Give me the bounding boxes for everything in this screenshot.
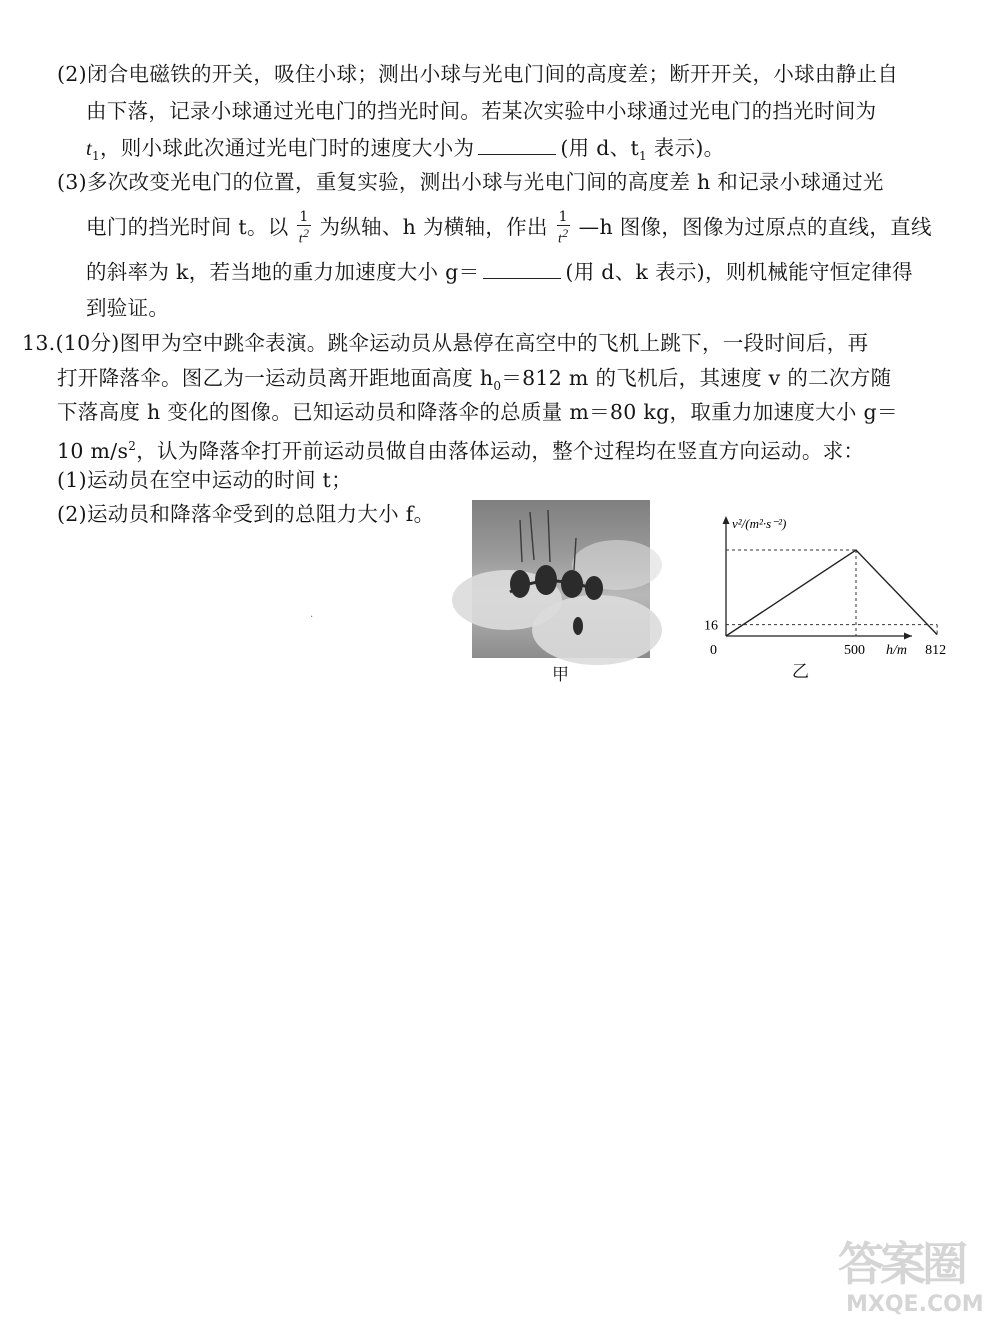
y-tick-label: 16 [704,618,718,634]
den-sq: 2 [562,226,569,240]
sub-1: 1 [92,149,100,164]
origin-label: 0 [710,643,717,658]
fraction-1-over-t2 [297,210,310,247]
frac-den [557,226,570,247]
text-seg: ＝812 m 的飞机后，其速度 v 的二次方随 [501,366,892,390]
text-seg: ，认为降落伞打开前运动员做自由落体运动，整个过程均在竖直方向运动。求： [136,438,865,463]
q12-part3-line4: 到验证。 [86,296,170,320]
y-axis-label: v²/(m²·s⁻²) [732,516,787,531]
text-seg: 的斜率为 k，若当地的重力加速度大小 g＝ [86,260,480,284]
den-t: t [298,231,303,247]
q13-line4 [57,432,864,465]
q12-part3-line2 [86,210,932,247]
series-line [726,550,937,636]
answer-blank-1[interactable] [478,136,556,155]
sub-0: 0 [493,379,502,394]
fraction-1-over-t2-b [557,210,570,247]
watermark-text: 答案圈 [838,1237,964,1291]
sub-1b: 1 [639,149,647,164]
text-seg: 电门的挡光时间 t。以 [86,214,289,239]
watermark-logo [838,1228,988,1328]
text-seg: 为纵轴、h 为横轴，作出 [319,214,548,239]
x-tick-label: 812 [925,643,947,658]
den-t: t [557,231,563,247]
q12-part2-line3 [86,134,724,170]
x-axis-label: h/m [886,643,907,658]
sup-2: 2 [128,439,137,453]
frac-den [297,226,310,247]
text-seg: 打开降落伞。图乙为一运动员离开距地面高度 h [57,366,494,390]
text-seg: (用 d、t [560,136,640,160]
q13-line3: 下落高度 h 变化的图像。已知运动员和降落伞的总质量 m＝80 kg，取重力加速度大小 g＝ [57,400,898,424]
skydiving-photo [472,500,650,658]
q12-part3-line3 [86,258,913,286]
frac-num: 1 [299,209,309,225]
x-tick-label: 500 [844,643,865,658]
text-seg: —h 图像，图像为过原点的直线，直线 [578,214,932,239]
x-axis-arrow [904,633,912,640]
q13-sub1: (1)运动员在空中运动的时间 t； [57,468,352,492]
text-seg: 表示)。 [646,136,725,160]
watermark-url: MXQE.COM [846,1292,984,1317]
q13-sub2: (2)运动员和降落伞受到的总阻力大小 f。 [57,502,435,526]
q12-part2-line1: (2)闭合电磁铁的开关，吸住小球；测出小球与光电门间的高度差；断开开关，小球由静止自 [57,62,899,86]
q13-line2 [57,364,891,400]
text-seg: ，则小球此次通过光电门时的速度大小为 [99,136,475,160]
v2-h-graph [690,510,947,660]
q13-line1: 13.(10分)图甲为空中跳伞表演。跳伞运动员从悬停在高空中的飞机上跳下，一段时间后，再 [22,331,869,355]
photo-caption: 甲 [552,665,569,685]
text-seg: (用 d、k 表示)，则机械能守恒定律得 [565,260,913,284]
stray-mark: · [310,612,314,623]
answer-blank-2[interactable] [483,260,561,279]
q12-part3-line1: (3)多次改变光电门的位置，重复实验，测出小球与光电门间的高度差 h 和记录小球通过光 [57,170,884,194]
skydivers-figure [472,500,650,658]
y-axis-arrow [723,516,730,524]
q12-part2-line2: 由下落，记录小球通过光电门的挡光时间。若某次实验中小球通过光电门的挡光时间为 [86,99,877,123]
text-seg: 10 m/s [57,438,129,463]
symbol-t1: t [86,138,92,160]
frac-num: 1 [558,209,568,225]
den-sq: 2 [302,226,310,240]
graph-caption: 乙 [792,662,809,682]
